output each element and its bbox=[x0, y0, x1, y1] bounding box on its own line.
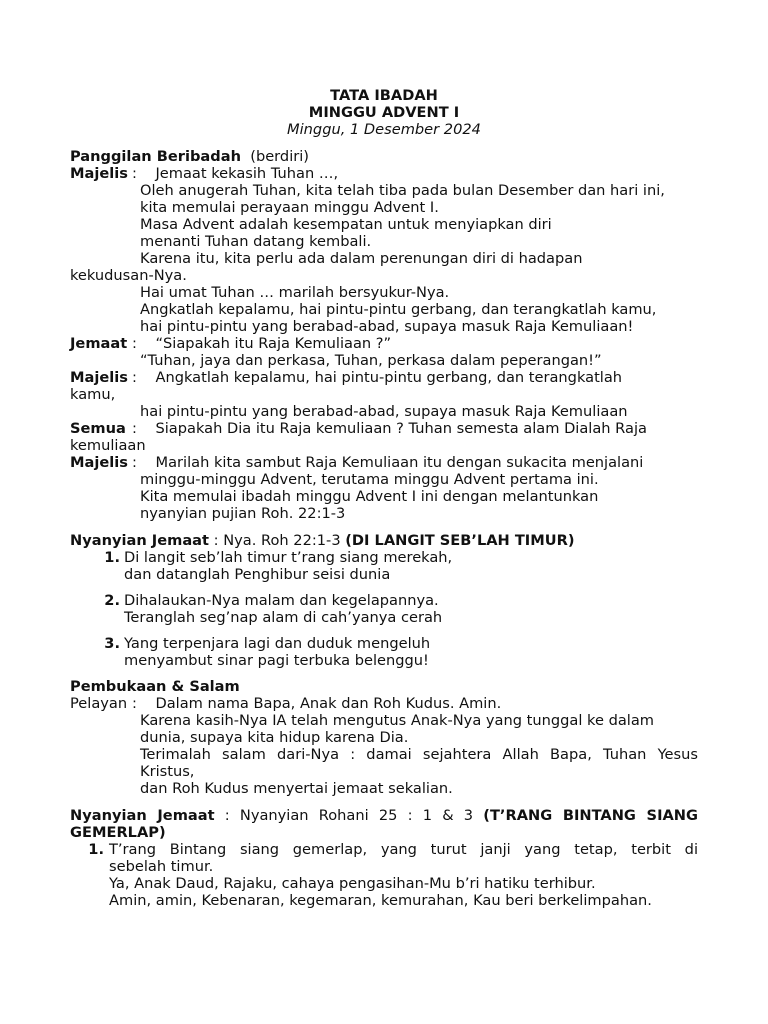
verse-item bbox=[70, 549, 698, 583]
verse-text bbox=[120, 592, 442, 626]
speaker-label: Majelis bbox=[70, 454, 128, 471]
verse-list bbox=[70, 549, 698, 669]
line: kamu, bbox=[70, 386, 116, 403]
verse-line: Yang terpenjara lagi dan duduk mengeluh bbox=[124, 635, 431, 652]
song-title: (DI LANGIT SEB’LAH TIMUR) bbox=[345, 532, 575, 549]
line: Jemaat kekasih Tuhan …, bbox=[155, 165, 339, 182]
verse-item bbox=[70, 841, 698, 909]
section-panggilan: Panggilan Beribadah (berdiri) Majelis : Jemaat kekasih Tuhan …, Oleh anugerah Tuhan, kita telah tiba pada bulan Desember dan hari ini, kita memulai perayaan minggu Advent I. Masa Advent adalah kesempatan untuk menyiapkan diri menanti Tuhan datang kembali. Karena itu, kita perlu ada dalam perenungan diri di hadapan kekudusan-Nya. Hai umat Tuhan … marilah bersyukur-Nya. Angkatlah kepalamu, hai pintu-pintu gerbang, dan terangkatlah kamu, hai pintu-pintu yang berabad-abad, supaya masuk Raja Kemuliaan! Jemaat : “Siapakah itu Raja Kemuliaan ?” “Tuhan, jaya dan perkasa, Tuhan, perkasa dalam peperangan!” Majelis : Angkatlah kepalamu, hai pintu-pintu gerbang, dan terangkatlah kamu, hai pintu-pintu yang berabad-abad, supaya masuk Raja Kemuliaan Semua : Siapakah Dia itu Raja kemuliaan ? Tuhan semesta alam Dialah Raja kemuliaan Majelis : Marilah kita sambut Raja Kemuliaan itu dengan sukacita menjalani minggu-minggu Advent, terutama minggu Advent pertama ini. Kita memulai ibadah minggu Advent I ini dengan melantunkan nyanyian pujian Roh. 22:1-3 bbox=[70, 148, 698, 522]
section-song1 bbox=[70, 532, 698, 669]
line: Terimalah salam dari-Nya : damai sejahtera Allah Bapa, Tuhan Yesus bbox=[140, 746, 698, 763]
line: kita memulai perayaan minggu Advent I. bbox=[140, 199, 439, 216]
verse-line: menyambut sinar pagi terbuka belenggu! bbox=[124, 652, 429, 669]
verse-number: 1. bbox=[104, 549, 120, 566]
line: kekudusan-Nya. bbox=[70, 267, 187, 284]
song-reference: : Nyanyian Rohani 25 : 1 & 3 bbox=[214, 807, 484, 824]
section-salam: Pembukaan & Salam Pelayan : Dalam nama Bapa, Anak dan Roh Kudus. Amin. Karena kasih-Nya IA telah mengutus Anak-Nya yang tunggal ke dalam dunia, supaya kita hidup karena Dia. Terimalah salam dari-Nya : damai sejahtera Allah Bapa, Tuhan Yesus Kristus, dan Roh Kudus menyertai jemaat sekalian. bbox=[70, 678, 698, 797]
verse-list bbox=[70, 841, 698, 909]
verse-line: T’rang Bintang siang gemerlap, yang turut janji yang tetap, terbit di bbox=[109, 841, 698, 858]
verse-line: Di langit seb’lah timur t’rang siang merekah, bbox=[124, 549, 453, 566]
speaker-label: Semua bbox=[70, 420, 126, 437]
line: minggu-minggu Advent, terutama minggu Advent pertama ini. bbox=[140, 471, 599, 488]
doc-subtitle: MINGGU ADVENT I bbox=[308, 104, 460, 121]
verse-line: Ya, Anak Daud, Rajaku, cahaya pengasihan-Mu b’ri hatiku terhibur. bbox=[109, 875, 596, 892]
verse-item bbox=[70, 592, 698, 626]
speaker-label: Majelis bbox=[70, 165, 128, 182]
line: menanti Tuhan datang kembali. bbox=[140, 233, 372, 250]
verse-line: sebelah timur. bbox=[109, 858, 214, 875]
line: Masa Advent adalah kesempatan untuk menyiapkan diri bbox=[140, 216, 552, 233]
line: Oleh anugerah Tuhan, kita telah tiba pada bulan Desember dan hari ini, bbox=[140, 182, 665, 199]
line: Hai umat Tuhan … marilah bersyukur-Nya. bbox=[140, 284, 450, 301]
line: hai pintu-pintu yang berabad-abad, supaya masuk Raja Kemuliaan! bbox=[140, 318, 634, 335]
line: Karena itu, kita perlu ada dalam perenungan diri di hadapan bbox=[140, 250, 583, 267]
line: nyanyian pujian Roh. 22:1-3 bbox=[140, 505, 346, 522]
line: Marilah kita sambut Raja Kemuliaan itu dengan sukacita menjalani bbox=[155, 454, 644, 471]
section-song2 bbox=[70, 807, 698, 909]
section-heading: Pembukaan & Salam bbox=[70, 678, 240, 695]
line: kemuliaan bbox=[70, 437, 146, 454]
line: dunia, supaya kita hidup karena Dia. bbox=[140, 729, 409, 746]
verse-line: Dihalaukan-Nya malam dan kegelapannya. bbox=[124, 592, 439, 609]
song-title-wrap: GEMERLAP) bbox=[70, 824, 166, 841]
line: Kita memulai ibadah minggu Advent I ini dengan melantunkan bbox=[140, 488, 599, 505]
document-page bbox=[70, 87, 698, 909]
section-heading: Nyanyian Jemaat bbox=[70, 532, 210, 549]
verse-line: dan datanglah Penghibur seisi dunia bbox=[124, 566, 391, 583]
verse-text bbox=[120, 549, 452, 583]
verse-number: 3. bbox=[104, 635, 120, 652]
verse-number: 2. bbox=[104, 592, 120, 609]
song-title: (T’RANG BINTANG SIANG bbox=[483, 807, 698, 824]
speaker-label: Pelayan bbox=[70, 695, 128, 712]
line: “Tuhan, jaya dan perkasa, Tuhan, perkasa dalam peperangan!” bbox=[140, 352, 602, 369]
line: “Siapakah itu Raja Kemuliaan ?” bbox=[155, 335, 392, 352]
section-heading: Panggilan Beribadah bbox=[70, 148, 241, 165]
line: Dalam nama Bapa, Anak dan Roh Kudus. Amin. bbox=[155, 695, 502, 712]
verse-line: Teranglah seg’nap alam di cah’yanya cerah bbox=[124, 609, 443, 626]
line: Siapakah Dia itu Raja kemuliaan ? Tuhan semesta alam Dialah Raja bbox=[155, 420, 647, 437]
speaker-label: Jemaat bbox=[70, 335, 128, 352]
speaker-label: Majelis bbox=[70, 369, 128, 386]
line: Kristus, bbox=[140, 763, 195, 780]
song-reference: : Nya. Roh 22:1-3 bbox=[209, 532, 346, 549]
doc-title: TATA IBADAH bbox=[330, 87, 438, 104]
line: Karena kasih-Nya IA telah mengutus Anak-Nya yang tunggal ke dalam bbox=[140, 712, 654, 729]
verse-text bbox=[104, 841, 698, 909]
doc-date: Minggu, 1 Desember 2024 bbox=[287, 121, 481, 138]
line: Angkatlah kepalamu, hai pintu-pintu gerbang, dan terangkatlah bbox=[155, 369, 623, 386]
section-heading: Nyanyian Jemaat bbox=[70, 807, 215, 824]
line: hai pintu-pintu yang berabad-abad, supaya masuk Raja Kemuliaan bbox=[140, 403, 628, 420]
verse-item bbox=[70, 635, 698, 669]
line: dan Roh Kudus menyertai jemaat sekalian. bbox=[140, 780, 453, 797]
verse-line: Amin, amin, Kebenaran, kegemaran, kemurahan, Kau beri berkelimpahan. bbox=[109, 892, 652, 909]
verse-text bbox=[120, 635, 430, 669]
verse-number: 1. bbox=[88, 841, 104, 858]
section-note: (berdiri) bbox=[250, 148, 309, 165]
line: Angkatlah kepalamu, hai pintu-pintu gerbang, dan terangkatlah kamu, bbox=[140, 301, 657, 318]
